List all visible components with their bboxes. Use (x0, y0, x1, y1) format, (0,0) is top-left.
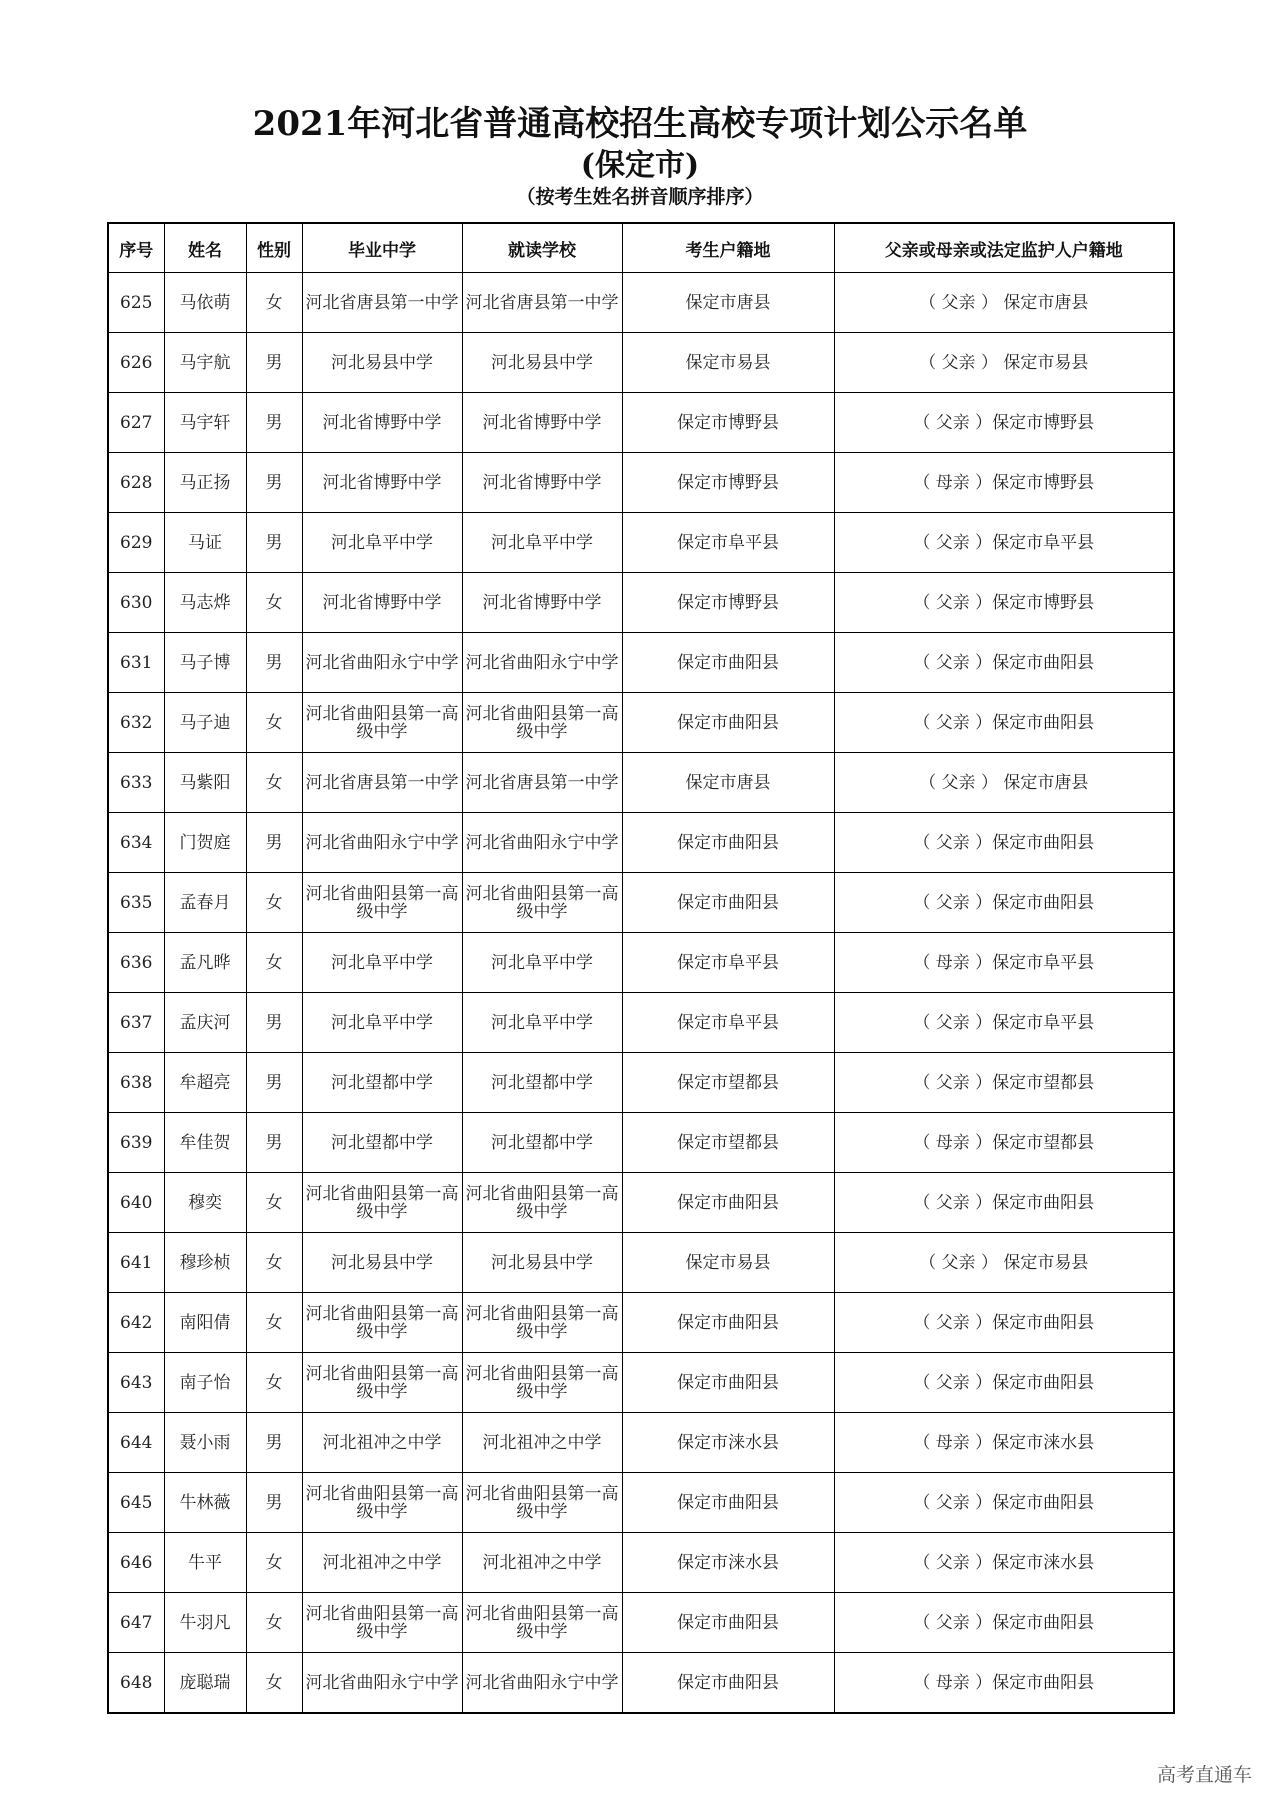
cell-name: 牟超亮 (164, 1053, 246, 1113)
cell-name: 马宇航 (164, 333, 246, 393)
cell-gender: 男 (246, 1113, 302, 1173)
table-row (108, 1233, 1174, 1293)
cell-household-registration: 保定市曲阳县 (622, 1653, 834, 1714)
cell-graduation-school: 河北省曲阳县第一高级中学 (302, 693, 462, 753)
cell-gender: 女 (246, 1353, 302, 1413)
cell-current-school: 河北省曲阳县第一高级中学 (462, 1353, 622, 1413)
table-row (108, 933, 1174, 993)
cell-graduation-school: 河北阜平中学 (302, 933, 462, 993)
cell-current-school: 河北祖冲之中学 (462, 1533, 622, 1593)
cell-graduation-school: 河北省曲阳永宁中学 (302, 633, 462, 693)
cell-guardian-registration: （ 父亲 ）保定市望都县 (834, 1053, 1174, 1113)
cell-index: 632 (108, 693, 164, 753)
cell-name: 庞聪瑞 (164, 1653, 246, 1714)
cell-graduation-school: 河北阜平中学 (302, 993, 462, 1053)
cell-guardian-registration: （ 父亲 ）保定市曲阳县 (834, 1293, 1174, 1353)
cell-current-school: 河北省曲阳县第一高级中学 (462, 693, 622, 753)
cell-gender: 男 (246, 993, 302, 1053)
cell-current-school: 河北省曲阳县第一高级中学 (462, 873, 622, 933)
cell-graduation-school: 河北省曲阳县第一高级中学 (302, 1173, 462, 1233)
cell-household-registration: 保定市唐县 (622, 753, 834, 813)
table-row (108, 1113, 1174, 1173)
table-row (108, 273, 1174, 333)
cell-gender: 女 (246, 1233, 302, 1293)
cell-household-registration: 保定市阜平县 (622, 993, 834, 1053)
cell-guardian-registration: （ 父亲 ）保定市阜平县 (834, 513, 1174, 573)
cell-gender: 女 (246, 1593, 302, 1653)
table-row (108, 1593, 1174, 1653)
cell-guardian-registration: （ 父亲 ）保定市曲阳县 (834, 1173, 1174, 1233)
cell-graduation-school: 河北祖冲之中学 (302, 1533, 462, 1593)
cell-index: 648 (108, 1653, 164, 1714)
cell-index: 641 (108, 1233, 164, 1293)
cell-graduation-school: 河北省博野中学 (302, 573, 462, 633)
cell-household-registration: 保定市曲阳县 (622, 813, 834, 873)
cell-name: 穆奕 (164, 1173, 246, 1233)
cell-index: 647 (108, 1593, 164, 1653)
cell-name: 穆珍桢 (164, 1233, 246, 1293)
cell-gender: 男 (246, 453, 302, 513)
cell-graduation-school: 河北省曲阳县第一高级中学 (302, 1293, 462, 1353)
header-gender: 性别 (246, 223, 302, 273)
cell-index: 627 (108, 393, 164, 453)
table-row (108, 693, 1174, 753)
header-current-school: 就读学校 (462, 223, 622, 273)
cell-guardian-registration: （ 父亲 ）保定市涞水县 (834, 1533, 1174, 1593)
table-header-row (108, 223, 1174, 273)
cell-guardian-registration: （ 父亲 ） 保定市唐县 (834, 273, 1174, 333)
cell-name: 孟春月 (164, 873, 246, 933)
cell-guardian-registration: （ 母亲 ）保定市曲阳县 (834, 1653, 1174, 1714)
cell-current-school: 河北省曲阳县第一高级中学 (462, 1293, 622, 1353)
cell-graduation-school: 河北易县中学 (302, 333, 462, 393)
cell-index: 643 (108, 1353, 164, 1413)
cell-gender: 女 (246, 873, 302, 933)
cell-name: 马紫阳 (164, 753, 246, 813)
cell-gender: 女 (246, 1173, 302, 1233)
cell-graduation-school: 河北望都中学 (302, 1113, 462, 1173)
cell-household-registration: 保定市易县 (622, 333, 834, 393)
cell-graduation-school: 河北省曲阳永宁中学 (302, 1653, 462, 1714)
cell-household-registration: 保定市唐县 (622, 273, 834, 333)
cell-name: 马依萌 (164, 273, 246, 333)
watermark-text: 高考直通车 (1156, 1764, 1252, 1786)
table-row (108, 993, 1174, 1053)
sort-note: （按考生姓名拼音顺序排序） (516, 186, 764, 208)
cell-name: 牛羽凡 (164, 1593, 246, 1653)
cell-current-school: 河北祖冲之中学 (462, 1413, 622, 1473)
cell-name: 马子迪 (164, 693, 246, 753)
cell-household-registration: 保定市涞水县 (622, 1413, 834, 1473)
page-title: 2021年河北省普通高校招生高校专项计划公示名单 (252, 104, 1028, 144)
cell-gender: 女 (246, 1533, 302, 1593)
cell-graduation-school: 河北望都中学 (302, 1053, 462, 1113)
cell-guardian-registration: （ 父亲 ）保定市曲阳县 (834, 693, 1174, 753)
cell-guardian-registration: （ 父亲 ） 保定市易县 (834, 1233, 1174, 1293)
cell-current-school: 河北省唐县第一中学 (462, 273, 622, 333)
cell-gender: 男 (246, 633, 302, 693)
table-row (108, 1473, 1174, 1533)
cell-guardian-registration: （ 母亲 ）保定市阜平县 (834, 933, 1174, 993)
cell-gender: 男 (246, 1413, 302, 1473)
header-graduation-school: 毕业中学 (302, 223, 462, 273)
cell-household-registration: 保定市望都县 (622, 1053, 834, 1113)
table-row (108, 1293, 1174, 1353)
cell-current-school: 河北阜平中学 (462, 993, 622, 1053)
cell-index: 642 (108, 1293, 164, 1353)
header-household-registration: 考生户籍地 (622, 223, 834, 273)
header-guardian-registration: 父亲或母亲或法定监护人户籍地 (834, 223, 1174, 273)
cell-graduation-school: 河北阜平中学 (302, 513, 462, 573)
table-row (108, 453, 1174, 513)
cell-index: 633 (108, 753, 164, 813)
cell-guardian-registration: （ 母亲 ）保定市涞水县 (834, 1413, 1174, 1473)
cell-index: 644 (108, 1413, 164, 1473)
student-list-table (107, 222, 1175, 1714)
cell-household-registration: 保定市博野县 (622, 453, 834, 513)
table-row (108, 1353, 1174, 1413)
cell-name: 牟佳贺 (164, 1113, 246, 1173)
cell-index: 635 (108, 873, 164, 933)
cell-graduation-school: 河北省曲阳永宁中学 (302, 813, 462, 873)
cell-guardian-registration: （ 父亲 ）保定市阜平县 (834, 993, 1174, 1053)
cell-current-school: 河北省曲阳永宁中学 (462, 1653, 622, 1714)
cell-current-school: 河北望都中学 (462, 1053, 622, 1113)
cell-gender: 男 (246, 813, 302, 873)
cell-gender: 男 (246, 1053, 302, 1113)
cell-household-registration: 保定市阜平县 (622, 933, 834, 993)
cell-index: 645 (108, 1473, 164, 1533)
cell-household-registration: 保定市阜平县 (622, 513, 834, 573)
cell-index: 646 (108, 1533, 164, 1593)
table-row (108, 1053, 1174, 1113)
cell-gender: 女 (246, 933, 302, 993)
cell-current-school: 河北省曲阳县第一高级中学 (462, 1173, 622, 1233)
cell-name: 孟凡晔 (164, 933, 246, 993)
cell-name: 牛平 (164, 1533, 246, 1593)
cell-guardian-registration: （ 母亲 ）保定市博野县 (834, 453, 1174, 513)
cell-current-school: 河北省曲阳永宁中学 (462, 813, 622, 873)
cell-gender: 男 (246, 513, 302, 573)
cell-gender: 女 (246, 1293, 302, 1353)
cell-index: 629 (108, 513, 164, 573)
cell-index: 628 (108, 453, 164, 513)
cell-graduation-school: 河北省曲阳县第一高级中学 (302, 1353, 462, 1413)
cell-guardian-registration: （ 父亲 ）保定市曲阳县 (834, 813, 1174, 873)
table-row (108, 873, 1174, 933)
cell-name: 牛林薇 (164, 1473, 246, 1533)
cell-index: 634 (108, 813, 164, 873)
cell-name: 南阳倩 (164, 1293, 246, 1353)
table-body (108, 273, 1174, 1714)
table-row (108, 1653, 1174, 1714)
cell-index: 640 (108, 1173, 164, 1233)
cell-gender: 女 (246, 273, 302, 333)
cell-current-school: 河北省唐县第一中学 (462, 753, 622, 813)
cell-household-registration: 保定市曲阳县 (622, 1473, 834, 1533)
cell-household-registration: 保定市曲阳县 (622, 693, 834, 753)
cell-household-registration: 保定市曲阳县 (622, 1353, 834, 1413)
cell-gender: 男 (246, 393, 302, 453)
cell-guardian-registration: （ 父亲 ）保定市曲阳县 (834, 1353, 1174, 1413)
cell-name: 马宇轩 (164, 393, 246, 453)
cell-gender: 男 (246, 1473, 302, 1533)
table-row (108, 393, 1174, 453)
cell-current-school: 河北省曲阳永宁中学 (462, 633, 622, 693)
cell-graduation-school: 河北省唐县第一中学 (302, 273, 462, 333)
cell-guardian-registration: （ 父亲 ） 保定市唐县 (834, 753, 1174, 813)
cell-gender: 女 (246, 753, 302, 813)
table-row (108, 573, 1174, 633)
cell-name: 马证 (164, 513, 246, 573)
cell-household-registration: 保定市曲阳县 (622, 1593, 834, 1653)
cell-graduation-school: 河北省唐县第一中学 (302, 753, 462, 813)
cell-current-school: 河北省曲阳县第一高级中学 (462, 1473, 622, 1533)
cell-gender: 女 (246, 693, 302, 753)
cell-household-registration: 保定市曲阳县 (622, 1173, 834, 1233)
table-row (108, 513, 1174, 573)
cell-name: 南子怡 (164, 1353, 246, 1413)
table-row (108, 813, 1174, 873)
cell-index: 626 (108, 333, 164, 393)
cell-graduation-school: 河北祖冲之中学 (302, 1413, 462, 1473)
cell-current-school: 河北省博野中学 (462, 393, 622, 453)
header-name: 姓名 (164, 223, 246, 273)
cell-gender: 女 (246, 573, 302, 633)
cell-name: 马志烨 (164, 573, 246, 633)
cell-household-registration: 保定市望都县 (622, 1113, 834, 1173)
cell-gender: 男 (246, 333, 302, 393)
table-row (108, 753, 1174, 813)
header-index: 序号 (108, 223, 164, 273)
cell-household-registration: 保定市曲阳县 (622, 633, 834, 693)
cell-index: 639 (108, 1113, 164, 1173)
cell-current-school: 河北省曲阳县第一高级中学 (462, 1593, 622, 1653)
cell-gender: 女 (246, 1653, 302, 1714)
cell-graduation-school: 河北省曲阳县第一高级中学 (302, 1593, 462, 1653)
cell-current-school: 河北省博野中学 (462, 573, 622, 633)
cell-name: 聂小雨 (164, 1413, 246, 1473)
cell-name: 马子博 (164, 633, 246, 693)
cell-index: 630 (108, 573, 164, 633)
cell-current-school: 河北阜平中学 (462, 933, 622, 993)
cell-graduation-school: 河北省曲阳县第一高级中学 (302, 873, 462, 933)
cell-graduation-school: 河北省博野中学 (302, 393, 462, 453)
cell-name: 孟庆河 (164, 993, 246, 1053)
cell-household-registration: 保定市曲阳县 (622, 873, 834, 933)
cell-guardian-registration: （ 父亲 ）保定市曲阳县 (834, 873, 1174, 933)
cell-current-school: 河北易县中学 (462, 333, 622, 393)
cell-guardian-registration: （ 父亲 ）保定市曲阳县 (834, 633, 1174, 693)
cell-household-registration: 保定市涞水县 (622, 1533, 834, 1593)
table-row (108, 1533, 1174, 1593)
cell-graduation-school: 河北省博野中学 (302, 453, 462, 513)
cell-household-registration: 保定市易县 (622, 1233, 834, 1293)
cell-guardian-registration: （ 父亲 ）保定市曲阳县 (834, 1593, 1174, 1653)
cell-current-school: 河北望都中学 (462, 1113, 622, 1173)
table-row (108, 1173, 1174, 1233)
cell-guardian-registration: （ 父亲 ）保定市博野县 (834, 393, 1174, 453)
table-row (108, 1413, 1174, 1473)
table-row (108, 633, 1174, 693)
cell-guardian-registration: （ 父亲 ）保定市博野县 (834, 573, 1174, 633)
cell-graduation-school: 河北易县中学 (302, 1233, 462, 1293)
cell-name: 马正扬 (164, 453, 246, 513)
cell-index: 638 (108, 1053, 164, 1113)
cell-index: 631 (108, 633, 164, 693)
cell-guardian-registration: （ 父亲 ）保定市曲阳县 (834, 1473, 1174, 1533)
cell-household-registration: 保定市博野县 (622, 393, 834, 453)
table-row (108, 333, 1174, 393)
cell-current-school: 河北易县中学 (462, 1233, 622, 1293)
cell-guardian-registration: （ 父亲 ） 保定市易县 (834, 333, 1174, 393)
cell-index: 637 (108, 993, 164, 1053)
cell-index: 625 (108, 273, 164, 333)
cell-household-registration: 保定市曲阳县 (622, 1293, 834, 1353)
cell-graduation-school: 河北省曲阳县第一高级中学 (302, 1473, 462, 1533)
cell-name: 门贺庭 (164, 813, 246, 873)
cell-household-registration: 保定市博野县 (622, 573, 834, 633)
cell-current-school: 河北阜平中学 (462, 513, 622, 573)
cell-guardian-registration: （ 母亲 ）保定市望都县 (834, 1113, 1174, 1173)
cell-current-school: 河北省博野中学 (462, 453, 622, 513)
page-subtitle: (保定市) (580, 148, 700, 183)
cell-index: 636 (108, 933, 164, 993)
